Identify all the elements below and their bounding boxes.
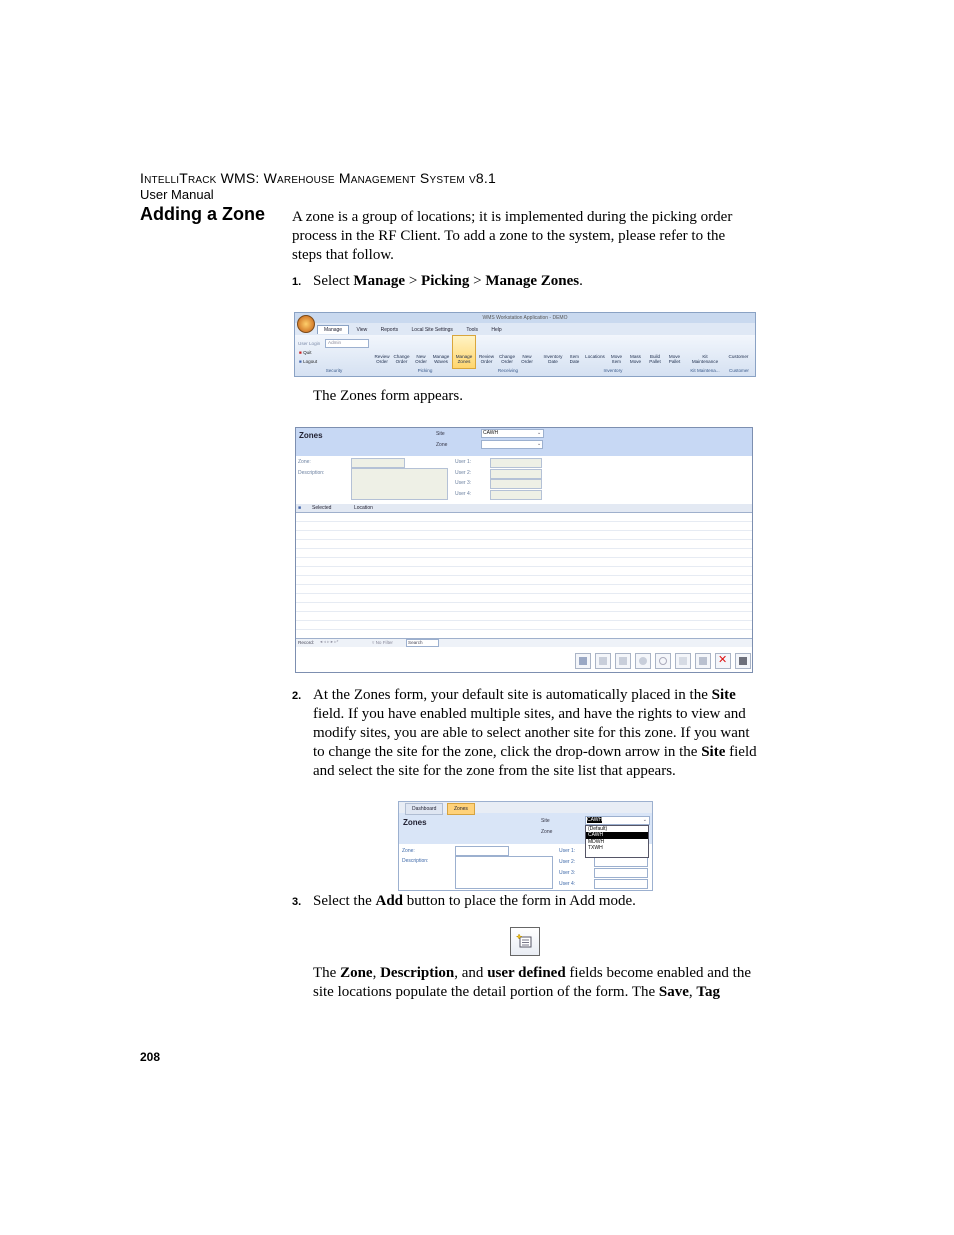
ribbon-btn-label-2: Pallet bbox=[649, 359, 661, 364]
step-1-pre: Select bbox=[313, 273, 354, 289]
ribbon-btn-label-1: Customer bbox=[728, 354, 749, 359]
ribbon-btn-label-1: Move bbox=[610, 354, 623, 359]
dropdown-description-field[interactable] bbox=[455, 856, 553, 889]
ribbon-btn-change-order-recv[interactable] bbox=[497, 354, 517, 364]
site-option-selected[interactable]: CAWH bbox=[586, 832, 648, 838]
tag-all-button[interactable] bbox=[635, 653, 651, 669]
save-button[interactable] bbox=[615, 653, 631, 669]
zones-form-screenshot bbox=[295, 427, 753, 673]
ribbon-btn-new-order[interactable] bbox=[412, 354, 430, 364]
ribbon-btn-label-1: Change bbox=[393, 354, 410, 359]
step-2-site-1: Site bbox=[711, 687, 736, 703]
dropdown-user-1-label: User 1: bbox=[559, 848, 576, 854]
step-1-manage: Manage bbox=[353, 273, 406, 289]
closing-paragraph bbox=[313, 964, 758, 1002]
document-tabs bbox=[399, 802, 652, 813]
ribbon-group-kit: Kit Maintena... bbox=[690, 368, 720, 373]
step-2-site-2: Site bbox=[701, 744, 726, 760]
ribbon-btn-build-pallet[interactable] bbox=[646, 354, 664, 364]
ribbon-btn-label-1: New bbox=[416, 354, 426, 359]
step-2-text bbox=[313, 686, 758, 781]
record-nav-icons[interactable]: ◂ ◃ ▹ ▸ ▹* bbox=[320, 639, 339, 644]
closing-user-defined: user defined bbox=[487, 965, 566, 981]
step-2-t1: At the Zones form, your default site is automatically placed in the bbox=[313, 687, 712, 703]
page-number: 208 bbox=[140, 1050, 161, 1064]
zone-field[interactable] bbox=[351, 458, 405, 468]
closing-t4: fields become enabled and the site locations populate the detail portion of the form. The bbox=[313, 965, 752, 1000]
ribbon-tab-reports[interactable]: Reports bbox=[380, 327, 399, 333]
ribbon-btn-label-1: Manage bbox=[455, 354, 473, 359]
tab-zones[interactable]: Zones bbox=[447, 803, 475, 815]
ribbon-tab-tools[interactable]: Tools bbox=[466, 327, 479, 333]
ribbon-btn-label-1: Manage bbox=[432, 354, 450, 359]
ribbon-btn-label-2: Order bbox=[480, 359, 493, 364]
dropdown-description-label: Description: bbox=[402, 858, 429, 864]
ribbon-btn-label-2: Maintenance bbox=[691, 359, 719, 364]
step-1-sep2: > bbox=[469, 273, 486, 289]
site-option[interactable]: TXWH bbox=[588, 845, 603, 852]
site-select[interactable]: CAWH bbox=[481, 429, 544, 438]
ribbon-group-picking: Picking bbox=[417, 368, 433, 373]
step-3-pre: Select the bbox=[313, 893, 376, 909]
ribbon-btn-move-item[interactable] bbox=[608, 354, 625, 364]
user-3-label: User 3: bbox=[455, 480, 472, 486]
ribbon-tab-view[interactable]: View bbox=[356, 327, 368, 333]
step-1-text bbox=[313, 272, 753, 291]
ribbon-btn-inventory-date[interactable] bbox=[540, 354, 566, 364]
step-1-picking: Picking bbox=[421, 273, 470, 289]
step-2-number: 2. bbox=[292, 690, 302, 702]
ribbon-btn-label-1: New bbox=[522, 354, 532, 359]
dropdown-user-2-field[interactable] bbox=[594, 857, 648, 867]
user-4-field[interactable] bbox=[490, 490, 542, 500]
ribbon-btn-label-2: Date bbox=[569, 359, 580, 364]
close-icon: ✕ bbox=[718, 653, 728, 666]
ribbon-group-inventory: Inventory bbox=[603, 368, 623, 373]
ribbon-screenshot bbox=[294, 312, 756, 377]
dropdown-zone-label: Zone bbox=[541, 829, 553, 835]
grid-col-selected[interactable]: Selected bbox=[312, 505, 332, 511]
ribbon-btn-review-order-recv[interactable] bbox=[477, 354, 496, 364]
ribbon-btn-label-2: Order bbox=[376, 359, 388, 364]
office-orb-icon[interactable] bbox=[297, 315, 315, 333]
dropdown-zone-field-label: Zone: bbox=[402, 848, 415, 854]
user-4-label: User 4: bbox=[455, 491, 472, 497]
dropdown-zones-title: Zones bbox=[403, 818, 427, 827]
zones-form-header bbox=[296, 428, 752, 456]
step-2-t3: field and select the site for the zone from the site list that appears. bbox=[313, 744, 757, 779]
no-filter-label: No Filter bbox=[375, 640, 393, 645]
dropdown-site-label: Site bbox=[541, 818, 550, 824]
zone-select[interactable] bbox=[481, 440, 543, 449]
step-3-text bbox=[313, 892, 753, 911]
step-1-number: 1. bbox=[292, 276, 302, 288]
delete-icon bbox=[679, 657, 687, 665]
zone-label: Zone bbox=[436, 442, 448, 448]
step-3-number: 3. bbox=[292, 896, 302, 908]
record-label: Record: bbox=[298, 640, 315, 645]
step-1-manage-zones: Manage Zones bbox=[485, 273, 580, 289]
grid-col-location[interactable]: Location bbox=[354, 505, 373, 511]
ribbon-btn-change-order[interactable] bbox=[392, 354, 411, 364]
ribbon-btn-label-1: Move bbox=[668, 354, 681, 359]
user-2-field[interactable] bbox=[490, 469, 542, 479]
ribbon-btn-label-2: Move bbox=[629, 359, 642, 364]
step-3-add: Add bbox=[375, 893, 404, 909]
grid-header bbox=[296, 504, 752, 513]
step-1-post: . bbox=[579, 273, 583, 289]
ribbon-btn-label-2: Item bbox=[612, 359, 621, 364]
step-1-sep1: > bbox=[405, 273, 422, 289]
ribbon-btn-kit-maintenance[interactable] bbox=[688, 354, 722, 364]
add-icon bbox=[579, 657, 587, 665]
ribbon-btn-label-2: Order bbox=[415, 359, 427, 364]
ribbon-group-receiving: Receiving bbox=[497, 368, 519, 373]
dropdown-site-value: CAWH bbox=[587, 817, 603, 823]
ribbon-btn-label-2: Order bbox=[395, 359, 408, 364]
dropdown-user-3-label: User 3: bbox=[559, 870, 576, 876]
zones-form-appears: The Zones form appears. bbox=[313, 388, 463, 404]
dropdown-user-4-label: User 4: bbox=[559, 881, 576, 887]
delete-button[interactable] bbox=[675, 653, 691, 669]
ribbon-btn-label-2: Zones bbox=[457, 359, 471, 364]
user-1-field[interactable] bbox=[490, 458, 542, 468]
site-dropdown-screenshot bbox=[398, 801, 653, 891]
zone-field-label: Zone: bbox=[298, 459, 311, 465]
user-2-label: User 2: bbox=[455, 470, 472, 476]
ribbon-btn-label-1: Review bbox=[478, 354, 495, 359]
logout-button[interactable] bbox=[299, 359, 317, 364]
closing-t5: , bbox=[688, 984, 697, 1000]
ribbon-btn-customer[interactable] bbox=[725, 354, 752, 359]
dropdown-user-3-field[interactable] bbox=[594, 868, 648, 878]
print-icon bbox=[699, 657, 707, 665]
search-input[interactable]: Search bbox=[406, 639, 439, 647]
ribbon-btn-move-pallet[interactable] bbox=[665, 354, 684, 364]
select-all-icon[interactable]: ■ bbox=[298, 505, 302, 511]
dropdown-zone-field[interactable] bbox=[455, 846, 509, 856]
site-options-list bbox=[585, 825, 649, 858]
exit-icon bbox=[739, 657, 747, 665]
ribbon-btn-locations[interactable] bbox=[583, 354, 607, 359]
ribbon-btn-label-2: Order bbox=[501, 359, 513, 364]
untag-all-button[interactable] bbox=[655, 653, 671, 669]
ribbon-tab-local-site-settings[interactable]: Local Site Settings bbox=[411, 327, 453, 333]
logout-icon: ■ bbox=[299, 359, 302, 364]
exit-button[interactable] bbox=[735, 653, 751, 669]
edit-icon bbox=[599, 657, 607, 665]
closing-zone: Zone bbox=[340, 965, 373, 981]
intro-paragraph: A zone is a group of locations; it is implemented during the picking order process in the RF Client. To add a zone to the system, please refer to the steps that follow. bbox=[292, 209, 733, 263]
ribbon-btn-label-1: Inventory bbox=[543, 354, 563, 359]
quit-icon: ■ bbox=[299, 350, 302, 355]
step-2-t2: field. If you have enabled multiple sites, and have the rights to view and modify sites, you are able to select another site for this zone. If you want to change the site for the zone, click the drop-down arrow in the bbox=[313, 706, 750, 760]
section-title: Adding a Zone bbox=[140, 204, 265, 224]
ribbon-group-security: Security bbox=[325, 368, 343, 373]
ribbon-btn-label-1: Kit bbox=[702, 354, 708, 359]
site-option[interactable]: MDWH bbox=[588, 838, 605, 845]
ribbon-btn-review-order[interactable] bbox=[373, 354, 391, 364]
record-navigation-bar bbox=[296, 638, 752, 647]
ribbon-tab-manage[interactable]: Manage bbox=[317, 325, 349, 334]
user-login-select[interactable]: Admin bbox=[325, 339, 369, 348]
ribbon-btn-label-1: Review bbox=[374, 354, 390, 359]
dropdown-user-4-field[interactable] bbox=[594, 879, 648, 889]
chevron-down-icon[interactable]: ⌄ bbox=[537, 430, 542, 436]
header-product: IntelliTrack WMS: Warehouse Management System v8.1 bbox=[140, 170, 496, 186]
edit-button[interactable] bbox=[595, 653, 611, 669]
ribbon-btn-mass-move[interactable] bbox=[627, 354, 644, 364]
tag-all-icon bbox=[639, 657, 647, 665]
ribbon-btn-label-1: Build bbox=[649, 354, 661, 359]
ribbon-btn-label-2: Date bbox=[548, 359, 558, 364]
ribbon-tab-help[interactable]: Help bbox=[491, 327, 502, 333]
site-option[interactable]: (Default) bbox=[588, 826, 608, 832]
save-icon bbox=[619, 657, 627, 665]
running-header-title bbox=[140, 170, 496, 186]
description-field[interactable] bbox=[351, 468, 448, 500]
site-label: Site bbox=[436, 431, 445, 437]
ribbon-btn-label-2: Order bbox=[521, 359, 533, 364]
ribbon-btn-label-2: Waves bbox=[434, 359, 448, 364]
running-header-manual: User Manual bbox=[140, 187, 214, 202]
filter-icon: ▿ bbox=[372, 640, 375, 645]
ribbon-btn-new-order-recv[interactable] bbox=[518, 354, 536, 364]
ribbon-btn-label-1: Locations bbox=[585, 354, 605, 359]
user-3-field[interactable] bbox=[490, 479, 542, 489]
user-1-label: User 1: bbox=[455, 459, 472, 465]
ribbon-window-title: WMS Workstation Application - DEMO bbox=[295, 313, 755, 323]
logout-label: Logout bbox=[303, 359, 318, 364]
closing-t3: , and bbox=[454, 965, 488, 981]
quit-label: Quit bbox=[303, 350, 312, 355]
closing-t1: The bbox=[313, 965, 341, 981]
ribbon-group-customer: Customer bbox=[729, 368, 749, 373]
description-label: Description: bbox=[298, 470, 325, 476]
closing-description: Description bbox=[380, 965, 455, 981]
chevron-down-icon[interactable]: ⌄ bbox=[642, 817, 647, 823]
ribbon-btn-label-1: Mass bbox=[630, 354, 641, 359]
print-button[interactable] bbox=[695, 653, 711, 669]
ribbon-btn-label-1: Change bbox=[498, 354, 516, 359]
closing-save: Save bbox=[658, 984, 689, 1000]
closing-t2: , bbox=[372, 965, 381, 981]
add-button-image bbox=[510, 927, 540, 956]
zones-form-title: Zones bbox=[299, 431, 323, 440]
user-login-label: User Login bbox=[298, 341, 321, 346]
ribbon-btn-label-1: Item bbox=[570, 354, 579, 359]
add-button[interactable] bbox=[575, 653, 591, 669]
ribbon-tabs bbox=[317, 325, 508, 334]
tab-dashboard[interactable]: Dashboard bbox=[405, 803, 443, 815]
ribbon-btn-label-2: Pallet bbox=[668, 359, 681, 364]
ribbon-btn-manage-waves[interactable] bbox=[431, 354, 451, 364]
ribbon-btn-item-date[interactable] bbox=[567, 354, 582, 364]
closing-tag: Tag bbox=[696, 984, 721, 1000]
no-filter-button[interactable] bbox=[372, 640, 393, 646]
ribbon-btn-manage-zones[interactable] bbox=[452, 335, 476, 369]
locations-grid bbox=[296, 504, 752, 638]
untag-all-icon bbox=[659, 657, 667, 665]
ribbon-body bbox=[295, 335, 755, 376]
cancel-button[interactable] bbox=[715, 653, 731, 669]
chevron-down-icon[interactable]: ⌄ bbox=[537, 441, 542, 447]
dropdown-user-2-label: User 2: bbox=[559, 859, 576, 865]
quit-button[interactable] bbox=[299, 350, 312, 355]
add-icon bbox=[511, 928, 539, 955]
step-3-post: button to place the form in Add mode. bbox=[403, 893, 636, 909]
dropdown-site-select[interactable] bbox=[585, 816, 650, 825]
